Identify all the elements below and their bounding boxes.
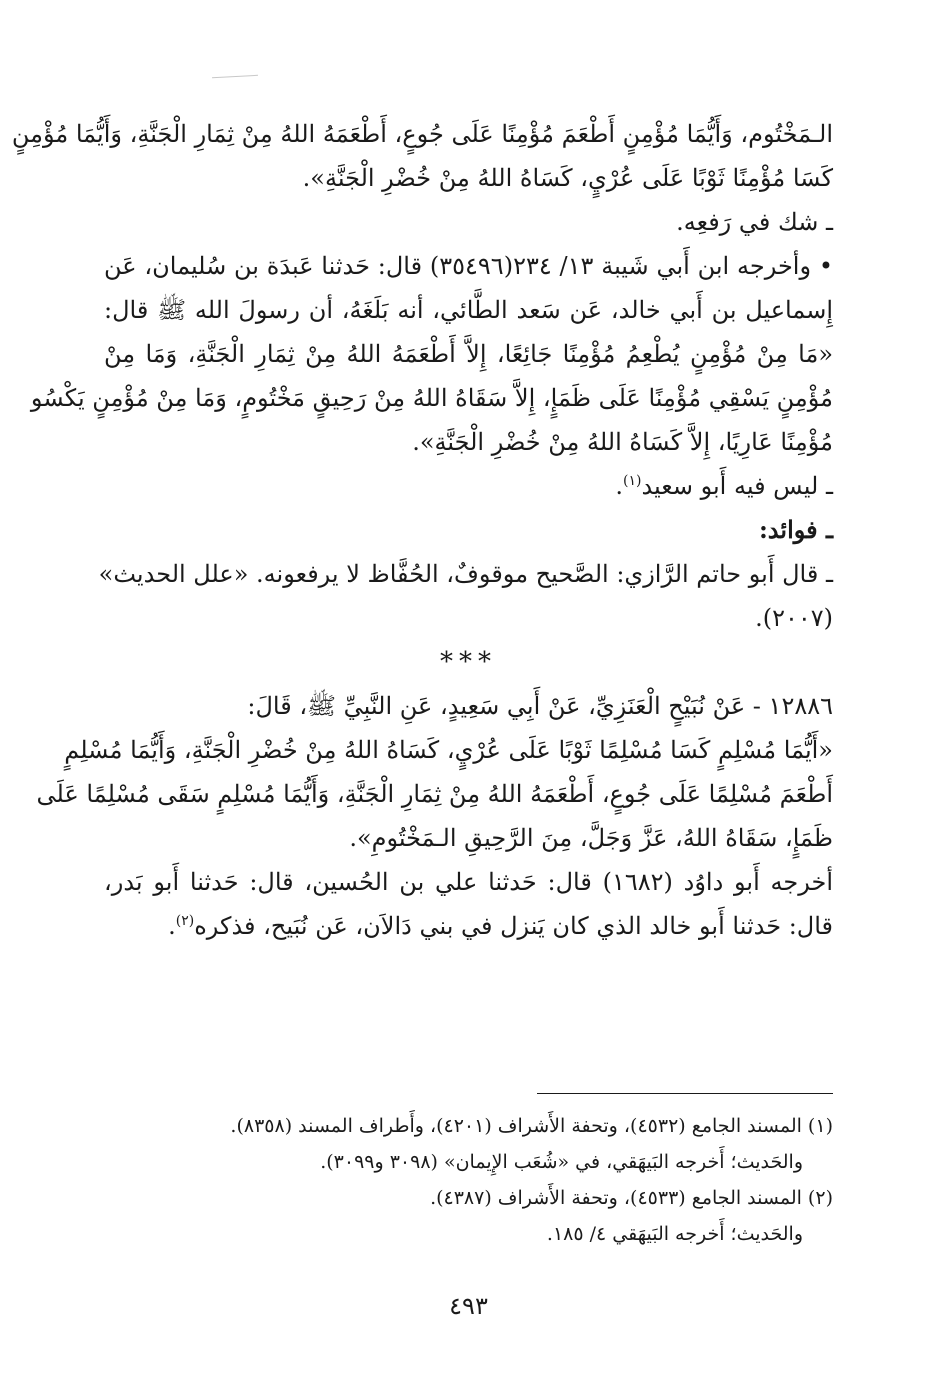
text-line: «مَا مِنْ مُؤْمِنٍ يُطْعِمُ مُؤْمِنًا جَائِعًا، إِلاَّ أَطْعَمَهُ اللهُ مِنْ ثِمَارِ الْجَنَّةِ، وَمَا مِنْ (104, 340, 833, 368)
period: . (168, 912, 176, 940)
scan-mark (212, 75, 258, 78)
text-line: قال: حَدثنا أَبو خالد الذي كان يَنزل في بني دَالاَن، عَن نُبَيح، فذكره (194, 912, 833, 940)
text-line: كَسَا مُؤْمِنًا ثَوْبًا عَلَى عُرْيٍ، كَسَاهُ اللهُ مِنْ خُضْرِ الْجَنَّةِ». (302, 164, 833, 192)
footnote-line: والحَديث؛ أَخرجه البَيهَقي، في «شُعَب الإِيمان» (٣٠٩٨ و٣٠٩٩). (320, 1151, 803, 1173)
text-line-with-note (104, 464, 833, 508)
footnote-line: (٢) المسند الجامع (٤٥٣٣)، وتحفة الأَشراف (٤٣٨٧). (430, 1187, 833, 1209)
footnote-line: والحَديث؛ أَخرجه البَيهَقي ٤/ ١٨٥. (546, 1223, 803, 1245)
footnote-ref-1[interactable]: (١) (622, 473, 642, 489)
hadith-heading: ١٢٨٨٦ - عَنْ نُبَيْحٍ الْعَنَزِيِّ، عَنْ أَبِي سَعِيدٍ، عَنِ النَّبِيِّ ﷺ، قَالَ: (247, 692, 833, 720)
text-line: مُؤْمِنًا عَارِيًا، إِلاَّ كَسَاهُ اللهُ مِنْ خُضْرِ الْجَنَّةِ». (412, 428, 833, 456)
text-line: «أَيُّمَا مُسْلِمٍ كَسَا مُسْلِمًا ثَوْبًا عَلَى عُرْيٍ، كَسَاهُ اللهُ مِنْ خُضْرِ الْجَنَّةِ، وَأَيُّمَا مُسْلِمٍ (64, 736, 833, 764)
text-line: ظَمَإٍ، سَقَاهُ اللهُ، عَزَّ وَجَلَّ، مِنَ الرَّحِيقِ الـمَخْتُومِ». (349, 824, 833, 852)
text-line: ـ شك في رَفعِه. (676, 208, 833, 236)
footnote-divider (537, 1093, 833, 1094)
text-line: • وأخرجه ابن أَبي شَيبة ١٣/ ٢٣٤(٣٥٤٩٦) قال: حَدثنا عَبدَة بن سُليمان، عَن (104, 252, 833, 280)
page-number: ٤٩٣ (449, 1292, 488, 1320)
text-line: ـ قال أَبو حاتم الرَّازي: الصَّحيح موقوفٌ، الحُفَّاظ لا يرفعونه. «علل الحديث» (98, 560, 833, 588)
main-text (11, 112, 833, 948)
footnote-ref-2[interactable]: (٢) (175, 913, 195, 929)
text-line: إِسماعيل بن أَبي خالد، عَن سَعد الطَّائي، أنه بَلَغَهُ، أن رسولَ الله ﷺ قال: (104, 296, 833, 324)
text-line: (٢٠٠٧). (755, 604, 833, 632)
text-line: أَطْعَمَ مُسْلِمًا عَلَى جُوعٍ، أَطْعَمَهُ اللهُ مِنْ ثِمَارِ الْجَنَّةِ، وَأَيُّمَا مُسْلِمٍ سَقَى مُسْلِمًا عَلَى (36, 780, 833, 808)
text-line: ـ ليس فيه أَبو سعيد (641, 472, 833, 500)
text-line: مُؤْمِنٍ يَسْقِي مُؤْمِنًا عَلَى ظَمَإٍ، إِلاَّ سَقَاهُ اللهُ مِنْ رَحِيقٍ مَخْتُومٍ، وَمَا مِنْ مُؤْمِنٍ يَكْسُو (30, 384, 833, 412)
text-line: الـمَخْتُوم، وَأَيُّمَا مُؤْمِنٍ أَطْعَمَ مُؤْمِنًا عَلَى جُوعٍ، أَطْعَمَهُ اللهُ مِنْ ثِمَارِ الْجَنَّةِ، وَأَيُّمَا مُؤْمِنٍ (11, 120, 833, 148)
footnotes (104, 1108, 833, 1252)
period: . (615, 472, 623, 500)
text-line: أخرجه أَبو داوُد (١٦٨٢) قال: حَدثنا علي بن الحُسين، قال: حَدثنا أَبو بَدر، (104, 868, 833, 896)
text-line-with-note (104, 904, 833, 948)
section-divider-stars: *** (440, 647, 497, 677)
footnote-line: (١) المسند الجامع (٤٥٣٢)، وتحفة الأَشراف (٤٢٠١)، وأَطراف المسند (٨٣٥٨). (230, 1115, 833, 1137)
section-heading: ـ فوائد: (758, 515, 833, 544)
